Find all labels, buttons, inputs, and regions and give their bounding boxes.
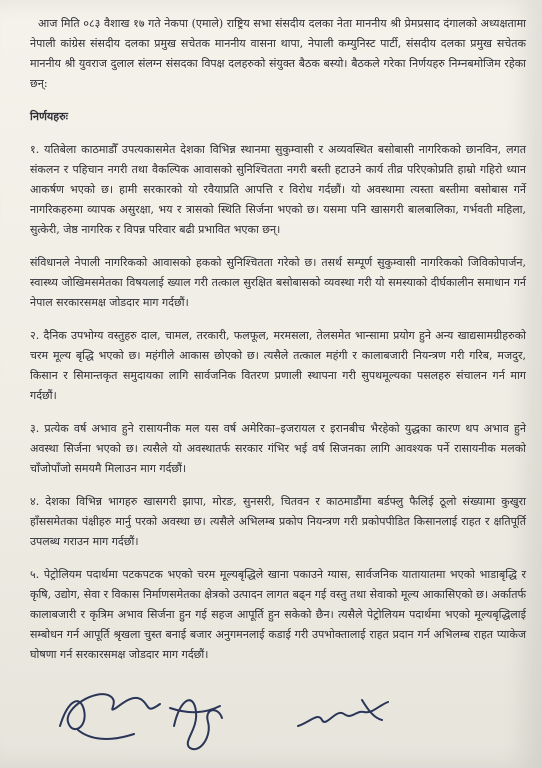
decision-item-5: ५. पेट्रोलियम पदार्थमा पटकपटक भएको चरम मूल्यबृद्धिले खाना पकाउने ग्यास, सार्वजनिक यातायातमा भएको भाडाबृद्धि र कृषि, उद्योग, सेवा र विकास निर्माणसमेतका क्षेत्रको उत्पादन लागत बढ्न गई वस्तु तथा सेवाको मूल्य आकासिएको छ। अर्कातर्फ कालाबजारी र कृत्रिम अभाव सिर्जना हुन गई सहज आपूर्ति हुन सकेको छैन। त्यसैले पेट्रोलियम पदार्थमा भएको मूल्यबृद्धिलाई सम्बोधन गर्न आपूर्ति श्रृखला चुस्त बनाई बजार अनुगमनलाई कडाई गरी उपभोक्तालाई राहत प्रदान गर्न अभिलम्ब राहत प्याकेज घोषणा गर्न सरकारसमक्ष जोडदार माग गर्दछौं। — [30, 568, 526, 661]
decision-item-3: ३. प्रत्येक वर्ष अभाव हुने रासायनीक मल यस वर्ष अमेरिका–इजरायल र इरानबीच भैरहेको युद्धका कारण थप अभाव हुने अवस्था सिर्जना भएको छ। त्यसैले यो अवस्थातर्फ सरकार गंभिर भई वर्ष सिजनका लागि आवश्यक पर्ने रासायनीक मलको चाँजोपाँजो समयमै मिलाउन माग गर्दछौं। — [30, 422, 526, 475]
signature-3 — [292, 682, 402, 742]
signature-1 — [50, 670, 170, 750]
decisions-heading: निर्णयहरुः — [30, 110, 68, 123]
decision-item-1-continued: संविधानले नेपाली नागरिकको आवासको हकको सुनिश्चितता गरेको छ। तसर्थ सम्पूर्ण सुकुम्वासी नागरिकको जिविकोपार्जन, स्वास्थ्य जोखिमसमेतका विषयलाई ख्याल गरी तत्काल सुरक्षित बसोबासको व्यवस्था गरी यो समस्याको दीर्घकालीन समाधान गर्न नेपाल सरकारसमक्ष जोडदार माग गर्दछौं। — [30, 256, 526, 309]
signature-2 — [160, 678, 230, 758]
intro-paragraph: आज मिति ०८३ वैशाख १७ गते नेकपा (एमाले) राष्ट्रिय सभा संसदीय दलका नेता माननीय श्री प्रेमप्रसाद दंगालको अध्यक्षतामा नेपाली कांग्रेस संसदीय दलका प्रमुख सचेतक माननीय वासना थापा, नेपाली कम्युनिस्ट पार्टी, संसदीय दलका प्रमुख सचेतक माननीय श्री युवराज दुलाल संलग्न संसदका विपक्ष दलहरुको संयुक्त बैठक बस्यो। बैठकले गरेका निर्णयहरु निम्नबमोजिम रहेका छन्: — [30, 17, 526, 90]
decision-item-1: १. यतिबेला काठमाडौँ उपत्यकासमेत देशका विभिन्न स्थानमा सुकुम्वासी र अव्यवस्थित बसोबासी नागरिकको छानविन, लगत संकलन र पहिचान नगरी तथा वैकल्पिक आवासको सुनिश्चितता नगरी बस्ती हटाउने कार्य तीव्र परिएकोप्रति हाम्रो गहिरो ध्यान आकर्षण भएको छ। हामी सरकारको यो रवैयाप्रति आपत्ति र विरोध गर्दछौं। यो अवस्थामा त्यस्ता बस्तीमा बसोबास गर्ने नागरिकहरुमा व्यापक असुरक्षा, भय र त्रासको स्थिति सिर्जना भएको छ। यसमा पनि खासगरी बालबालिका, गर्भवती महिला, सुत्केरी, जेष्ठ नागरिक र विपन्न परिवार बढी प्रभावित भएका छन्। — [30, 143, 526, 236]
decision-item-2: २. दैनिक उपभोग्य वस्तुहरु दाल, चामल, तरकारी, फलफूल, मरमसला, तेलसमेत भान्सामा प्रयोग हुने अन्य खाद्यसामग्रीहरुको चरम मूल्य बृद्धि भएको छ। महंगीले आकास छोएको छ। त्यसैले तत्काल महंगी र कालाबजारी नियन्त्रण गरी गरिब, मजदुर, किसान र सिमान्तकृत समुदायका लागि सार्वजनिक वितरण प्रणाली स्थापना गरी सुपथमूल्यका पसलहरु संचालन गर्न माग गर्दछौं। — [30, 329, 526, 402]
signatures-area — [40, 660, 510, 760]
decision-item-4: ४. देशका विभिन्न भागहरु खासगरी झापा, मोरङ, सुनसरी, चितवन र काठमाडौंमा बर्डफ्लु फैलिई ठूलो संख्यामा कुखुरा हाँससमेतका पंक्षीहरु मार्नु परको अवस्था छ। त्यसैले अभिलम्ब प्रकोप नियन्त्रण गरी प्रकोपपीडित किसानलाई राहत र क्षतिपूर्ति उपलब्ध गराउन माग गर्दछौं। — [30, 495, 526, 548]
letter-body — [30, 14, 526, 678]
